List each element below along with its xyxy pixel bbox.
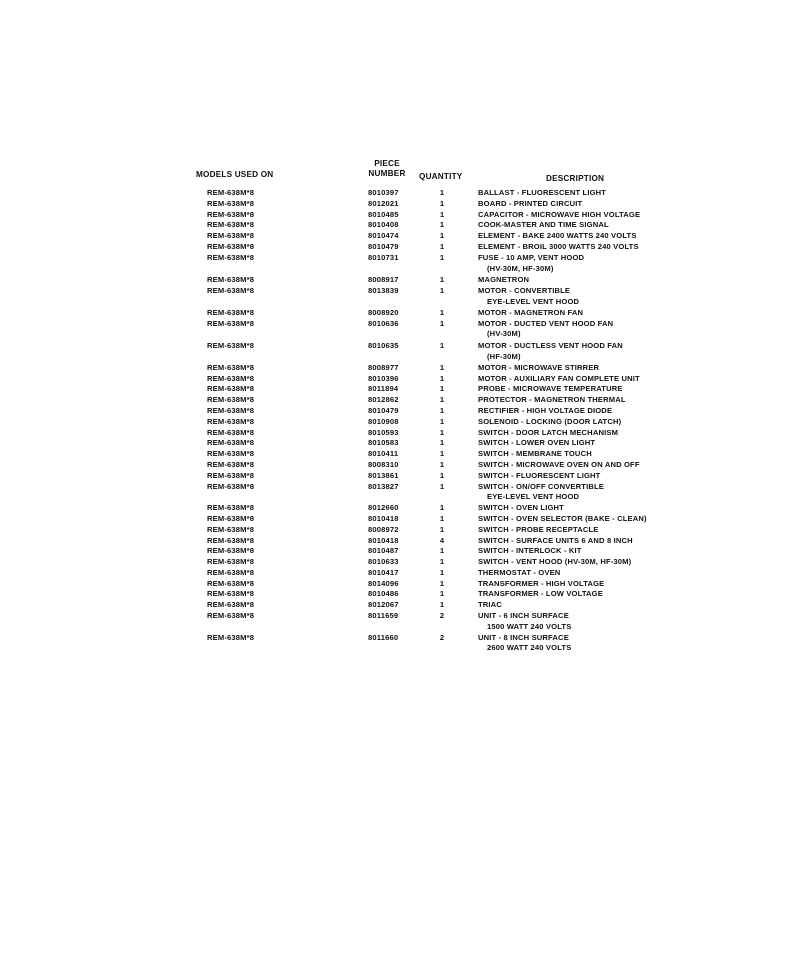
model-cell: REM-638M*8 [207, 188, 255, 197]
table-row [190, 633, 680, 655]
description-cell [478, 514, 647, 525]
description-line: BOARD - PRINTED CIRCUIT [478, 198, 583, 208]
quantity-cell: 1 [439, 427, 445, 437]
quantity-cell: 1 [439, 307, 445, 317]
description-line: (HV-30M) [487, 329, 521, 339]
table-row [190, 514, 680, 525]
description-cell [478, 579, 604, 590]
table-row [190, 460, 680, 471]
table-row [190, 363, 680, 374]
piece-number-cell: 8010633 [368, 557, 399, 567]
table-row [190, 253, 680, 275]
model-cell: REM-638M*8 [207, 362, 255, 372]
table-row [190, 536, 680, 547]
description-cell [478, 428, 618, 439]
description-line: SOLENOID - LOCKING (DOOR LATCH) [478, 416, 622, 426]
description-line: SWITCH - MEMBRANE TOUCH [478, 449, 592, 459]
model-cell: REM-638M*8 [207, 307, 255, 317]
description-cell [478, 384, 623, 395]
description-line: EYE-LEVEL VENT HOOD [487, 492, 580, 502]
description-line: RECTIFIER - HIGH VOLTAGE DIODE [478, 405, 613, 415]
table-row [190, 438, 680, 449]
model-cell: REM-638M*8 [207, 231, 255, 241]
table-row [190, 374, 680, 385]
piece-number-cell: 8010408 [368, 220, 399, 230]
piece-number-cell: 8010635 [368, 341, 399, 351]
description-line: MOTOR - AUXILIARY FAN COMPLETE UNIT [478, 373, 640, 383]
quantity-cell: 1 [439, 209, 445, 219]
table-row [190, 395, 680, 406]
table-row [190, 308, 680, 319]
model-cell: REM-638M*8 [207, 286, 255, 296]
table-row [190, 611, 680, 633]
description-cell [478, 188, 606, 199]
quantity-cell: 2 [439, 611, 445, 621]
model-cell: REM-638M*8 [207, 567, 255, 577]
piece-number-cell: 8008917 [368, 275, 399, 285]
piece-number-cell: 8012067 [368, 600, 399, 610]
model-cell: REM-638M*8 [207, 557, 255, 567]
description-line: ELEMENT - BAKE 2400 WATTS 240 VOLTS [478, 231, 637, 241]
table-row [190, 568, 680, 579]
description-cell [478, 557, 631, 568]
description-cell [478, 242, 639, 253]
table-row [190, 589, 680, 600]
table-row [190, 231, 680, 242]
piece-number-cell: 8010485 [368, 209, 399, 219]
quantity-cell: 1 [439, 470, 445, 480]
description-cell [478, 374, 640, 385]
table-row [190, 579, 680, 590]
table-row [190, 286, 680, 308]
piece-number-cell: 8012862 [368, 395, 399, 405]
description-cell [478, 525, 598, 536]
model-cell: REM-638M*8 [207, 546, 255, 556]
table-row [190, 471, 680, 482]
piece-number-cell: 8011660 [368, 632, 399, 642]
table-row [190, 210, 680, 221]
description-line: SWITCH - ON/OFF CONVERTIBLE [478, 481, 604, 491]
description-cell [478, 633, 571, 655]
model-cell: REM-638M*8 [207, 438, 255, 448]
description-line: SWITCH - FLUORESCENT LIGHT [478, 470, 601, 480]
description-line: SWITCH - DOOR LATCH MECHANISM [478, 427, 619, 437]
description-cell [478, 395, 626, 406]
piece-number-cell: 8010593 [368, 427, 399, 437]
piece-number-cell: 8010418 [368, 513, 399, 523]
description-line: MAGNETRON [478, 275, 530, 285]
description-line: SWITCH - MICROWAVE OVEN ON AND OFF [478, 459, 640, 469]
piece-number-cell: 8010397 [368, 188, 399, 197]
quantity-cell: 1 [439, 373, 445, 383]
piece-number-cell: 8010396 [368, 373, 399, 383]
piece-number-cell: 8012660 [368, 503, 399, 513]
table-row [190, 600, 680, 611]
description-cell [478, 210, 640, 221]
piece-number-cell: 8010583 [368, 438, 399, 448]
quantity-cell: 1 [439, 567, 445, 577]
quantity-cell: 1 [439, 578, 445, 588]
quantity-cell: 4 [439, 535, 445, 545]
description-line: EYE-LEVEL VENT HOOD [487, 296, 580, 306]
quantity-cell: 1 [439, 395, 445, 405]
description-line: MOTOR - CONVERTIBLE [478, 286, 571, 296]
quantity-cell: 1 [439, 220, 445, 230]
description-line: ELEMENT - BROIL 3000 WATTS 240 VOLTS [478, 241, 639, 251]
table-row [190, 428, 680, 439]
quantity-cell: 1 [439, 524, 445, 534]
description-line: SWITCH - LOWER OVEN LIGHT [478, 438, 596, 448]
model-cell: REM-638M*8 [207, 209, 255, 219]
description-cell [478, 611, 571, 633]
description-line: UNIT - 8 INCH SURFACE [478, 632, 569, 642]
description-line: COOK-MASTER AND TIME SIGNAL [478, 220, 609, 230]
description-line: SWITCH - OVEN LIGHT [478, 503, 564, 513]
model-cell: REM-638M*8 [207, 341, 255, 351]
description-cell [478, 417, 621, 428]
table-row [190, 220, 680, 231]
model-cell: REM-638M*8 [207, 405, 255, 415]
quantity-cell: 1 [439, 589, 445, 599]
table-row [190, 188, 680, 199]
model-cell: REM-638M*8 [207, 395, 255, 405]
models-used-on-header: MODELS USED ON [196, 170, 274, 179]
description-cell [478, 286, 579, 308]
model-cell: REM-638M*8 [207, 459, 255, 469]
description-cell [478, 536, 633, 547]
piece-number-cell: 8010479 [368, 241, 399, 251]
description-line: 2600 WATT 240 VOLTS [487, 643, 572, 653]
table-header [190, 158, 680, 188]
quantity-header: QUANTITY [419, 172, 463, 181]
model-cell: REM-638M*8 [207, 416, 255, 426]
model-cell: REM-638M*8 [207, 632, 255, 642]
description-cell [478, 308, 583, 319]
description-line: PROTECTOR - MAGNETRON THERMAL [478, 395, 626, 405]
quantity-cell: 1 [439, 188, 445, 197]
quantity-cell: 1 [439, 481, 445, 491]
description-line: MOTOR - MAGNETRON FAN [478, 307, 584, 317]
table-row [190, 503, 680, 514]
description-line: TRANSFORMER - LOW VOLTAGE [478, 589, 603, 599]
piece-number-cell: 8010487 [368, 546, 399, 556]
quantity-cell: 1 [439, 449, 445, 459]
quantity-cell: 1 [439, 341, 445, 351]
quantity-cell: 1 [439, 546, 445, 556]
piece-number-cell: 8010908 [368, 416, 399, 426]
description-cell [478, 568, 560, 579]
quantity-cell: 1 [439, 275, 445, 285]
model-cell: REM-638M*8 [207, 384, 255, 394]
description-line: MOTOR - MICROWAVE STIRRER [478, 362, 600, 372]
description-line: SWITCH - VENT HOOD (HV-30M, HF-30M) [478, 557, 632, 567]
parts-list [190, 158, 680, 654]
description-cell [478, 546, 582, 557]
description-line: (HV-30M, HF-30M) [487, 263, 554, 273]
piece-number-cell: 8008310 [368, 459, 399, 469]
table-row [190, 525, 680, 536]
piece-number-cell: 8010418 [368, 535, 399, 545]
quantity-cell: 2 [439, 632, 445, 642]
description-cell [478, 406, 612, 417]
model-cell: REM-638M*8 [207, 524, 255, 534]
piece-header-line2: NUMBER [368, 169, 406, 178]
description-cell [478, 600, 502, 611]
model-cell: REM-638M*8 [207, 578, 255, 588]
description-cell [478, 363, 599, 374]
quantity-cell: 1 [439, 231, 445, 241]
piece-number-cell: 8014096 [368, 578, 399, 588]
model-cell: REM-638M*8 [207, 449, 255, 459]
piece-number-cell: 8011659 [368, 611, 399, 621]
piece-number-cell: 8013827 [368, 481, 399, 491]
quantity-cell: 1 [439, 557, 445, 567]
quantity-cell: 1 [439, 459, 445, 469]
piece-number-cell: 8008972 [368, 524, 399, 534]
quantity-cell: 1 [439, 513, 445, 523]
piece-number-cell: 8010411 [368, 449, 399, 459]
description-line: TRIAC [478, 600, 502, 610]
quantity-cell: 1 [439, 241, 445, 251]
table-row [190, 319, 680, 341]
piece-number-cell: 8011894 [368, 384, 399, 394]
table-row [190, 341, 680, 363]
description-cell [478, 438, 595, 449]
description-cell [478, 503, 564, 514]
description-cell [478, 471, 600, 482]
description-cell [478, 199, 582, 210]
table-row [190, 384, 680, 395]
model-cell: REM-638M*8 [207, 373, 255, 383]
piece-number-cell: 8010417 [368, 567, 399, 577]
piece-number-cell: 8010731 [368, 252, 399, 262]
model-cell: REM-638M*8 [207, 470, 255, 480]
description-cell [478, 589, 603, 600]
description-line: SWITCH - PROBE RECEPTACLE [478, 524, 599, 534]
piece-number-cell: 8008920 [368, 307, 399, 317]
model-cell: REM-638M*8 [207, 241, 255, 251]
description-line: UNIT - 6 INCH SURFACE [478, 611, 569, 621]
quantity-cell: 1 [439, 405, 445, 415]
description-line: BALLAST - FLUORESCENT LIGHT [478, 188, 607, 197]
piece-number-cell: 8010474 [368, 231, 399, 241]
description-line: FUSE - 10 AMP, VENT HOOD [478, 252, 585, 262]
model-cell: REM-638M*8 [207, 535, 255, 545]
quantity-cell: 1 [439, 362, 445, 372]
description-line: SWITCH - INTERLOCK - KIT [478, 546, 582, 556]
model-cell: REM-638M*8 [207, 513, 255, 523]
description-header: DESCRIPTION [546, 174, 605, 183]
model-cell: REM-638M*8 [207, 318, 255, 328]
description-cell [478, 220, 609, 231]
quantity-cell: 1 [439, 318, 445, 328]
table-row [190, 406, 680, 417]
model-cell: REM-638M*8 [207, 611, 255, 621]
description-cell [478, 253, 584, 275]
table-row [190, 482, 680, 504]
description-line: SWITCH - OVEN SELECTOR (BAKE - CLEAN) [478, 513, 647, 523]
quantity-cell: 1 [439, 438, 445, 448]
description-cell [478, 319, 613, 341]
model-cell: REM-638M*8 [207, 427, 255, 437]
table-row [190, 199, 680, 210]
description-line: PROBE - MICROWAVE TEMPERATURE [478, 384, 623, 394]
quantity-cell: 1 [439, 416, 445, 426]
piece-number-cell: 8013839 [368, 286, 399, 296]
description-cell [478, 460, 640, 471]
description-cell [478, 231, 637, 242]
description-line: TRANSFORMER - HIGH VOLTAGE [478, 578, 605, 588]
description-line: 1500 WATT 240 VOLTS [487, 621, 572, 631]
model-cell: REM-638M*8 [207, 252, 255, 262]
quantity-cell: 1 [439, 198, 445, 208]
model-cell: REM-638M*8 [207, 481, 255, 491]
model-cell: REM-638M*8 [207, 589, 255, 599]
description-cell [478, 275, 529, 286]
quantity-cell: 1 [439, 252, 445, 262]
piece-number-cell: 8013861 [368, 470, 399, 480]
parts-rows [190, 188, 680, 654]
description-line: MOTOR - DUCTED VENT HOOD FAN [478, 318, 614, 328]
piece-number-cell: 8012021 [368, 198, 399, 208]
table-row [190, 242, 680, 253]
table-row [190, 449, 680, 460]
quantity-cell: 1 [439, 286, 445, 296]
description-line: (HF-30M) [487, 351, 521, 361]
quantity-cell: 1 [439, 503, 445, 513]
model-cell: REM-638M*8 [207, 600, 255, 610]
description-line: SWITCH - SURFACE UNITS 6 AND 8 INCH [478, 535, 633, 545]
piece-header-line1: PIECE [374, 159, 400, 168]
table-row [190, 557, 680, 568]
description-cell [478, 449, 592, 460]
piece-number-cell: 8010479 [368, 405, 399, 415]
table-row [190, 546, 680, 557]
table-row [190, 275, 680, 286]
piece-number-header [362, 159, 412, 179]
description-line: THERMOSTAT - OVEN [478, 567, 561, 577]
model-cell: REM-638M*8 [207, 503, 255, 513]
piece-number-cell: 8008977 [368, 362, 399, 372]
model-cell: REM-638M*8 [207, 198, 255, 208]
description-line: CAPACITOR - MICROWAVE HIGH VOLTAGE [478, 209, 641, 219]
model-cell: REM-638M*8 [207, 220, 255, 230]
piece-number-cell: 8010486 [368, 589, 399, 599]
quantity-cell: 1 [439, 384, 445, 394]
piece-number-cell: 8010636 [368, 318, 399, 328]
table-row [190, 417, 680, 428]
model-cell: REM-638M*8 [207, 275, 255, 285]
description-line: MOTOR - DUCTLESS VENT HOOD FAN [478, 341, 623, 351]
description-cell [478, 341, 623, 363]
description-cell [478, 482, 604, 504]
quantity-cell: 1 [439, 600, 445, 610]
